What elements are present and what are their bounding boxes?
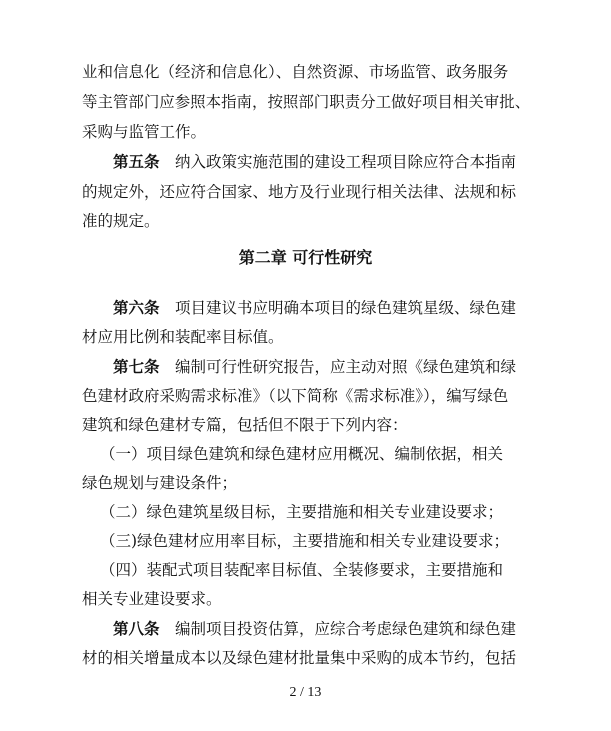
list-item-line: 绿色规划与建设条件；	[82, 474, 238, 492]
text-line	[0, 645, 611, 671]
paragraph-line: 项目建议书应明确本项目的绿色建筑星级、绿色建	[175, 299, 517, 317]
article-label: 第七条	[113, 357, 160, 376]
text-line	[0, 557, 611, 583]
paragraph-line: 材的相关增量成本以及绿色建材批量集中采购的成本节约，包括	[82, 649, 517, 667]
list-item-line: （四）装配式项目装配率目标值、全装修要求，主要措施和	[100, 561, 504, 579]
list-item-line: 相关专业建设要求。	[82, 590, 222, 608]
paragraph-line: 编制项目投资估算，应综合考虑绿色建筑和绿色建	[175, 620, 517, 638]
paragraph-line: 采购与监管工作。	[82, 123, 207, 141]
article-label: 第五条	[113, 152, 160, 171]
paragraph-line: 材应用比例和装配率目标值。	[82, 328, 284, 346]
text-line	[0, 208, 611, 234]
text-line	[0, 441, 611, 467]
page-number: 2 / 13	[289, 685, 322, 700]
paragraph-line: 等主管部门应参照本指南，按照部门职责分工做好项目相关审批、	[82, 93, 531, 111]
text-line	[0, 354, 611, 380]
paragraph-line: 的规定外，还应符合国家、地方及行业现行相关法律、法规和标	[82, 183, 517, 201]
paragraph-line: 建筑和绿色建材专篇，包括但不限于下列内容：	[82, 416, 408, 434]
text-line	[0, 499, 611, 525]
text-line	[0, 324, 611, 350]
article-label: 第八条	[113, 619, 160, 638]
list-item-line: （一）项目绿色建筑和绿色建材应用概况、编制依据，相关	[100, 445, 504, 463]
list-item-line: （三)绿色建材应用率目标，主要措施和相关专业建设要求；	[100, 532, 510, 550]
text-line	[0, 179, 611, 205]
text-line	[0, 59, 611, 85]
text-line	[0, 616, 611, 642]
paragraph-line: 准的规定。	[82, 212, 160, 230]
paragraph-line: 纳入政策实施范围的建设工程项目除应符合本指南	[175, 153, 517, 171]
article-label: 第六条	[113, 298, 160, 317]
text-line	[0, 586, 611, 612]
paragraph-line: 色建材政府采购需求标准》（以下简称《需求标准》），编写绿色	[82, 387, 509, 405]
text-line	[0, 412, 611, 438]
paragraph-line: 业和信息化（经济和信息化）、自然资源、市场监管、政务服务	[82, 63, 509, 81]
text-line	[0, 383, 611, 409]
text-line	[0, 89, 611, 115]
chapter-heading: 第二章 可行性研究	[238, 248, 373, 267]
text-line	[0, 295, 611, 321]
text-line	[0, 119, 611, 145]
text-line	[0, 528, 611, 554]
text-line	[0, 470, 611, 496]
list-item-line: （二）绿色建筑星级目标，主要措施和相关专业建设要求；	[100, 503, 504, 521]
paragraph-line: 编制可行性研究报告，应主动对照《绿色建筑和绿	[175, 358, 517, 376]
text-line	[0, 149, 611, 175]
